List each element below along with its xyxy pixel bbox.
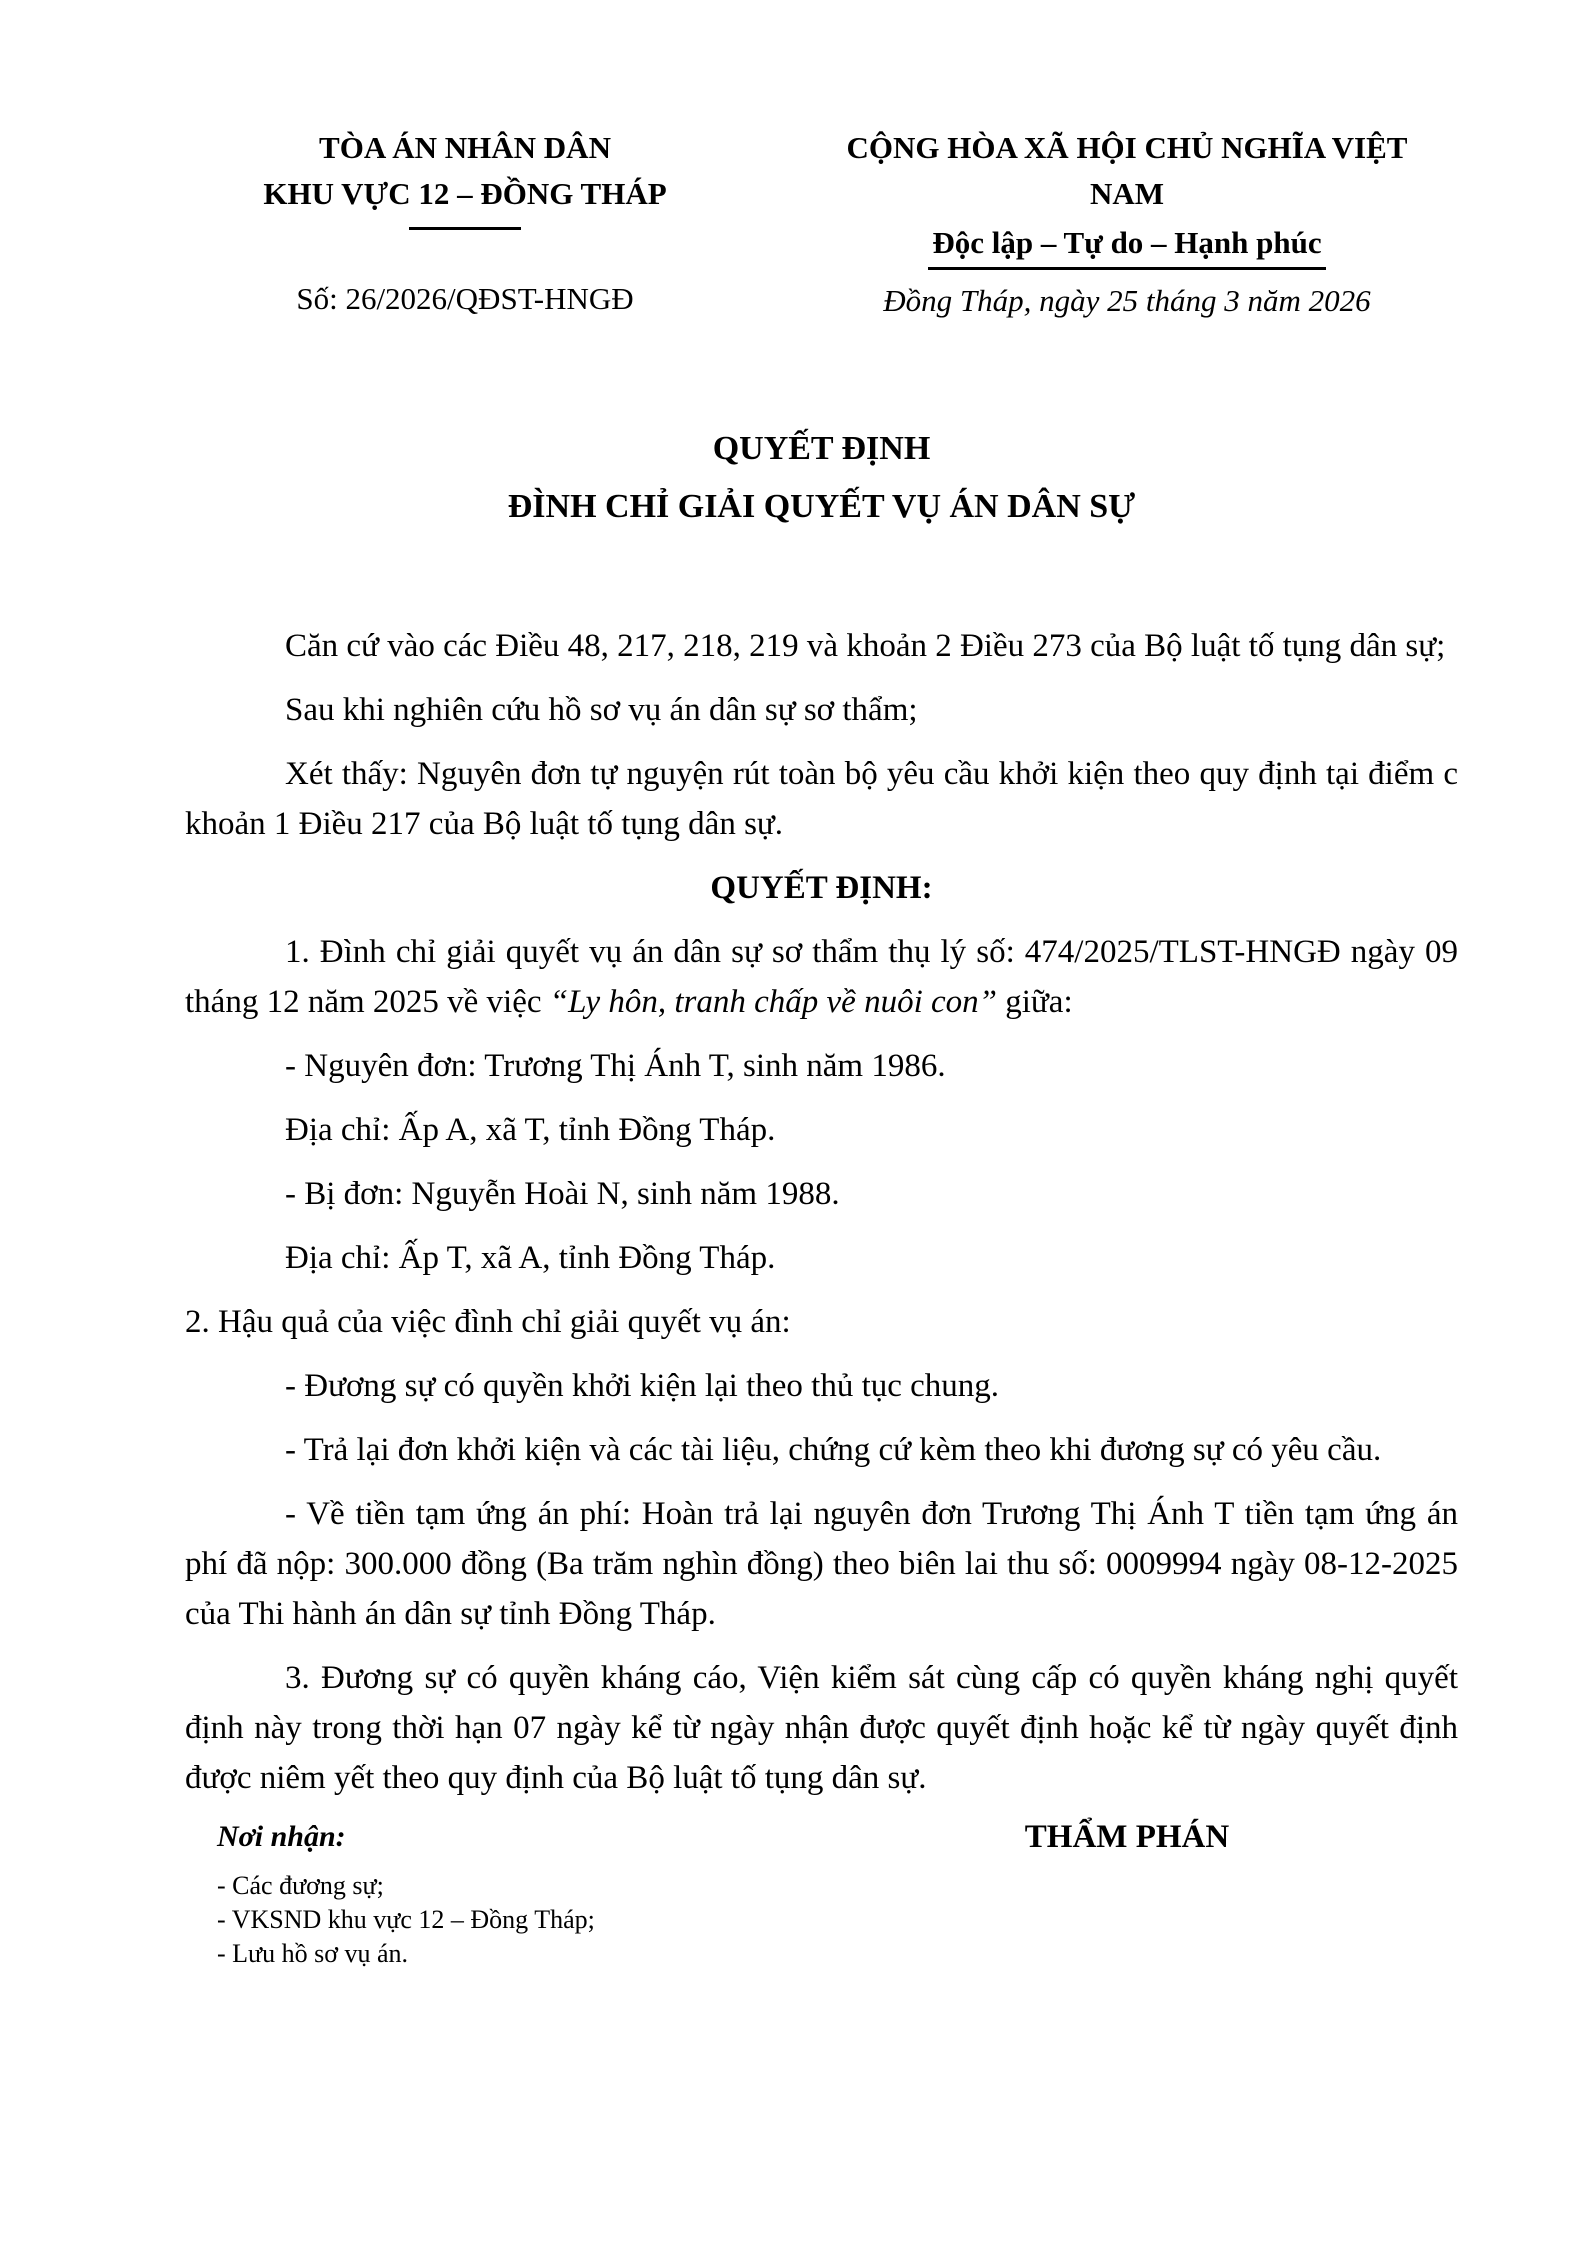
paragraph xyxy=(185,1169,1458,1219)
paragraph xyxy=(185,1105,1458,1155)
document-footer xyxy=(185,1817,1458,1971)
national-motto-row xyxy=(796,217,1458,270)
national-header-block xyxy=(796,125,1458,324)
recipient-item: - Các đương sự; xyxy=(217,1871,384,1900)
document-title-line2: ĐÌNH CHỈ GIẢI QUYẾT VỤ ÁN DÂN SỰ xyxy=(507,488,1136,525)
paragraph xyxy=(185,863,1458,913)
document-number: Số: 26/2026/QĐST-HNGĐ xyxy=(296,281,634,316)
paragraph-run: - Nguyên đơn: Trương Thị Ánh T, sinh năm 1986. xyxy=(285,1048,946,1084)
paragraph xyxy=(185,1425,1458,1475)
paragraph-run: QUYẾT ĐỊNH: xyxy=(710,870,933,906)
place-and-date: Đồng Tháp, ngày 25 tháng 3 năm 2026 xyxy=(883,283,1371,318)
paragraph-run: Địa chỉ: Ấp A, xã T, tỉnh Đồng Tháp. xyxy=(285,1112,776,1148)
national-title: CỘNG HÒA XÃ HỘI CHỦ NGHĨA VIỆT NAM xyxy=(846,130,1408,211)
paragraph-run: - Trả lại đơn khởi kiện và các tài liệu, chứng cứ kèm theo khi đương sự có yêu cầu. xyxy=(285,1432,1382,1468)
court-name-line1: TÒA ÁN NHÂN DÂN xyxy=(319,130,611,165)
paragraph-run: 3. Đương sự có quyền kháng cáo, Viện kiểm sát cùng cấp có quyền kháng nghị quyết định này trong thời hạn 07 ngày kể từ ngày nhận được quyết định hoặc kể từ ngày quyết định được niêm yết theo quy định của Bộ luật tố tụng dân sự. xyxy=(185,1660,1458,1796)
paragraph-run: Căn cứ vào các Điều 48, 217, 218, 219 và khoản 2 Điều 273 của Bộ luật tố tụng dân sự; xyxy=(285,628,1446,664)
paragraph xyxy=(185,1653,1458,1803)
paragraph xyxy=(185,1233,1458,1283)
paragraph xyxy=(185,749,1458,849)
signer-title: THẨM PHÁN xyxy=(1024,1819,1230,1855)
paragraph-run: 1. Đình chỉ giải quyết vụ án dân sự sơ thẩm thụ lý số: 474/2025/TLST-HNGĐ ngày 09 tháng 12 năm 2025 về việc xyxy=(185,934,1458,1020)
recipients-block xyxy=(185,1817,595,1971)
paragraph xyxy=(185,1041,1458,1091)
recipient-item: - VKSND khu vực 12 – Đồng Tháp; xyxy=(217,1905,595,1934)
header-separator-line xyxy=(409,227,521,230)
paragraph xyxy=(185,685,1458,735)
document-title xyxy=(185,424,1458,532)
paragraph xyxy=(185,1297,1458,1347)
paragraph-run: - Bị đơn: Nguyễn Hoài N, sinh năm 1988. xyxy=(285,1176,840,1212)
paragraph-run: - Về tiền tạm ứng án phí: Hoàn trả lại nguyên đơn Trương Thị Ánh T tiền tạm ứng án phí đã nộp: 300.000 đồng (Ba trăm nghìn đồng) theo biên lai thu số: 0009994 ngày 08-12-2025 của Thi hành án dân sự tỉnh Đồng Tháp. xyxy=(185,1496,1458,1632)
document-body xyxy=(185,621,1458,1803)
recipient-item: - Lưu hồ sơ vụ án. xyxy=(217,1939,409,1968)
paragraph-run: - Đương sự có quyền khởi kiện lại theo thủ tục chung. xyxy=(285,1368,1000,1404)
document-title-line1: QUYẾT ĐỊNH xyxy=(712,430,931,467)
issuing-court-block xyxy=(185,125,745,322)
paragraph-run: Xét thấy: Nguyên đơn tự nguyện rút toàn bộ yêu cầu khởi kiện theo quy định tại điểm c khoản 1 Điều 217 của Bộ luật tố tụng dân sự. xyxy=(185,756,1458,842)
paragraph xyxy=(185,621,1458,671)
paragraph-run-italic: “Ly hôn, tranh chấp về nuôi con” xyxy=(549,984,997,1020)
court-name-line2: KHU VỰC 12 – ĐỒNG THÁP xyxy=(263,176,667,211)
paragraph-run: giữa: xyxy=(997,984,1073,1020)
paragraph-run: 2. Hậu quả của việc đình chỉ giải quyết vụ án: xyxy=(185,1304,791,1340)
recipients-label: Nơi nhận: xyxy=(217,1820,346,1853)
national-motto: Độc lập – Tự do – Hạnh phúc xyxy=(928,223,1325,270)
paragraph-run: Sau khi nghiên cứu hồ sơ vụ án dân sự sơ thẩm; xyxy=(285,692,918,728)
paragraph-run: Địa chỉ: Ấp T, xã A, tỉnh Đồng Tháp. xyxy=(285,1240,776,1276)
paragraph xyxy=(185,1489,1458,1639)
paragraph xyxy=(185,927,1458,1027)
paragraph xyxy=(185,1361,1458,1411)
document-header xyxy=(185,125,1458,324)
recipients-list xyxy=(217,1869,595,1971)
